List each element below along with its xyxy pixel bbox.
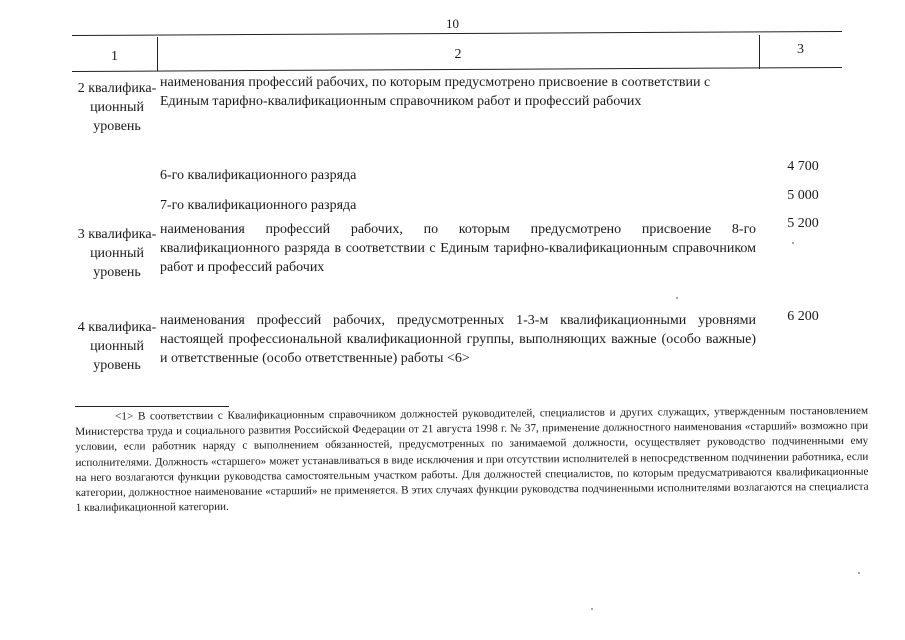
column-header-3: 3 — [797, 42, 804, 57]
row-description-grade-7: 7-го квалификационного разряда — [160, 198, 357, 213]
scan-speck — [792, 242, 794, 244]
row-description-level-3: наименования профессий рабочих, по которым предусмотрено присвоение 8-го квалификационного разряда в соответствии с Единым тарифно-квалификационным справочником работ и профессий рабочих — [160, 222, 756, 275]
value-grade-7: 5 000 — [787, 188, 819, 203]
scan-speck — [591, 608, 593, 610]
scan-speck — [858, 572, 860, 574]
row-description-level-4: наименования профессий рабочих, предусмотренных 1-3-м квалификационными уровнями настоящей профессиональной квалификационной группы, выполняющих важные (особо важные) и ответственные (особо ответственные) работы <6> — [160, 313, 756, 366]
qualification-level-2: 2 квалифика-ционный уровень — [77, 81, 157, 134]
qualification-level-3: 3 квалифика-ционный уровень — [77, 227, 157, 280]
value-grade-6: 4 700 — [787, 159, 819, 174]
footnote — [75, 404, 869, 517]
scan-speck — [676, 297, 678, 299]
footnote-separator — [75, 406, 229, 407]
value-level-4: 6 200 — [787, 309, 819, 324]
footnote-text: В соответствии с Квалификационным справочником должностей руководителей, специалистов и других служащих, утвержденным постановлением Министерства труда и социального развития Российской Федерации от 21 августа 1998 г. № 37, применение должностного наименования «старший» возможно при условии, если работник наряду с выполнением обязанностей, предусмотренных по занимаемой должности, осуществляет руководство подчиненными ему исполнителями. Должность «старшего» может устанавливаться в виде исключения и при отсутствии исполнителей в непосредственном подчинении работника, если на него возлагаются функции руководства самостоятельным участком работы. Для должностей специалистов, по которым предусматриваются квалификационные категории, должностное наименование «старший» не применяется. В этих случаях функции руководства подчиненными исполнителями возлагаются на специалиста 1 квалификационной категории. — [75, 404, 869, 515]
column-header-2: 2 — [454, 47, 462, 62]
footnote-marker: <1> — [115, 410, 134, 423]
qualification-level-4: 4 квалифика-ционный уровень — [77, 320, 157, 373]
column-header-1: 1 — [111, 49, 118, 64]
row-description-level-2: наименования профессий рабочих, по которым предусмотрено присвоение в соответствии с Единым тарифно-квалификационным справочником работ и профессий рабочих — [160, 75, 711, 109]
value-level-3: 5 200 — [787, 216, 819, 231]
page-number: 10 — [446, 16, 459, 31]
table-header-bottom-rule — [72, 67, 842, 72]
row-description-grade-6: 6-го квалификационного разряда — [160, 168, 357, 183]
